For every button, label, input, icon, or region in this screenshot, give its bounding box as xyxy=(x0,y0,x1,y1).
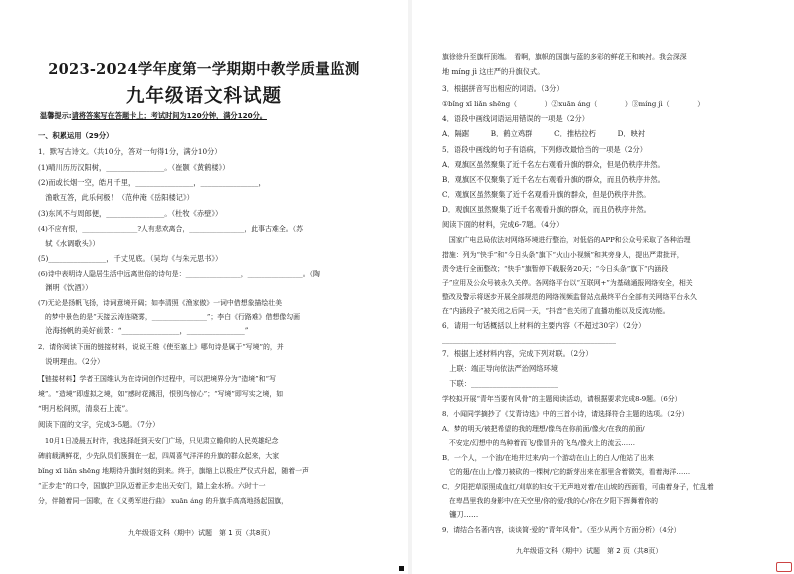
material-line: 在“内涵段子”被关闭之后同一天，“抖音”也关闭了直播功能以及反流功能。 xyxy=(442,307,670,315)
exam-title-subject: 九年级语文科试题 xyxy=(125,86,282,107)
question-line: 8．小闻同学摘抄了《艾青诗选》中的三首小诗，请选择符合主题的选项。（2分） xyxy=(442,410,689,418)
option-c-cont: 在卑昌里我的身影中/在天空里/你的爱/我的心/你在夕阳下挥舞着你的 xyxy=(442,497,659,505)
question-line: (5)________________，千丈见底。（吴均《与朱元思书》） xyxy=(38,254,223,263)
exam-page-2 xyxy=(412,0,794,574)
question-line: (4)不应有恨，________________?人有悲欢离合，________________，此事古难全。（苏 xyxy=(38,225,303,233)
option-c-cont: 镰刀…… xyxy=(442,510,479,519)
option-d: D．观旗区虽然聚集了近千名观看升旗的群众，而且仍秩序井然。 xyxy=(442,205,651,214)
question-line: ①bǐng xī liǎn shēng（ ）②xuān áng（ ）③míng jì（ ） xyxy=(442,100,705,108)
couplet-upper: 上联：端正导向依法严治网络环境 xyxy=(442,364,559,373)
material-line: 子”应用及公众号被永久关停。各网络平台以“互联网+”为基础通报网络安全，相关 xyxy=(442,279,693,287)
watermark-stamp xyxy=(776,562,792,572)
tip-text: 请将答案写在答题卡上；考试时间为120分钟，满分120分。 xyxy=(71,111,267,120)
question-line: 7．根据上述材料内容，完成下列对联。（2分） xyxy=(442,349,593,358)
question-line: 9．请结合名著内容，谈谈简·爱的“青年风骨”。（至少从两个方面分析）（4分） xyxy=(442,526,681,534)
option-c: C．夕阳把草原照成血红/刈草的妇女干无声地对着/在山坡的西面看，可曲着身子，忙乱着 xyxy=(442,483,714,491)
passage-line: bǐng xī liǎn shēng 地期待升旗时刻的到来。终于，旗缩上以极庄严仪式升起，随着一声 xyxy=(38,467,309,475)
question-options: A．隔踞 B．鹤立鸡群 C．推枯拉朽 D．映衬 xyxy=(442,129,646,138)
option-a: A．观旗区虽然聚集了近千名左右观看升旗的群众，但是仍秩序井然。 xyxy=(442,160,665,169)
reading-instruction: 阅读下面的材料，完成6-7题。（4分） xyxy=(442,220,564,229)
exam-title-year: 2023-2024学年度第一学期期中教学质量监测 xyxy=(48,61,360,78)
page-footer: 九年级语文科（期中）试题 第 2 页（共8页） xyxy=(516,547,663,555)
question-line: 说明理由。（2分） xyxy=(38,357,105,366)
section-heading: 一、积累运用（29分） xyxy=(38,131,114,140)
option-a: A．梦的明天/被把希望的我的理想/像鸟在你前面/像火/在我的前面/ xyxy=(442,425,645,433)
material-line: 国家广电总局依法对网络环境进行整治，对低俗的APP和公众号采取了各种治理 xyxy=(442,236,691,244)
option-a-cont: 不安定/幻想中的鸟种着而飞/像冒升的飞鸟/像火上的流云…… xyxy=(442,439,636,447)
reading-instruction: 学校拟开展“青年当要有风骨”的主题阅读活动，请根据要求完成8-9题。（6分） xyxy=(442,395,682,403)
question-line: 5．语段中画线的句子有语病，下列修改最恰当的一项是（2分） xyxy=(442,145,647,154)
link-material: “明月松间照，清泉石上流”。 xyxy=(38,404,133,413)
question-line: (1)晴川历历汉阳树，________________。（崔颢《黄鹤楼》） xyxy=(38,163,230,172)
option-b: B．一个人，一个油/在地井过来/向一个游动在山上的白人/他站了出来 xyxy=(442,454,654,462)
passage-line: 碑前载满鲜花，少先队员们簇拥在一起，四周喜气洋洋的升旗的群众起来，大家 xyxy=(38,452,280,460)
option-b: B．观旗区不仅聚集了近千名左右观看升旗的群众，而且仍秩序井然。 xyxy=(442,175,665,184)
option-c: C．观旗区虽然聚集了近千名观看升旗的群众，但是仍秩序井然。 xyxy=(442,190,651,199)
page-footer: 九年级语文科（期中）试题 第 1 页（共8页） xyxy=(128,529,275,537)
question-line: (6)诗中表明诗人隐居生活中远离世俗的诗句是：________________，________________。（陶 xyxy=(38,270,320,278)
passage-line: 地 míng jì 这庄严的升旗仪式。 xyxy=(442,67,545,76)
question-line: 2．请你阅读下面的链接材料，说说王维《使至塞上》哪句诗是属于“写境”的，并 xyxy=(38,343,284,351)
question-line: 6．请用一句话概括以上材料的主要内容（不超过30字）（2分） xyxy=(442,321,646,330)
passage-line: 旗徐徐升至旗杆顶端。 看啊，旗帜的国旗与蓝的多彩的鲜花王和映衬。我会深深 xyxy=(442,53,687,61)
material-line: 整改及警示将逐步开展全部规范的网络视频监督站点最终平台全部有关网络平台永久 xyxy=(442,293,697,301)
reading-instruction: 阅读下面的文字，完成3-5题。（7分） xyxy=(38,420,160,429)
passage-line: “正步走”的口令，国旗护卫队迈着正步走出天安门，踏上金水桥。六时十一 xyxy=(38,482,266,490)
question-line: 轼《水调歌头》） xyxy=(38,239,100,248)
tip-label: 温馨提示: xyxy=(40,111,72,120)
passage-line: 10月1日凌晨五时许，我选择赶到天安门广场，只见肃立瞻仰的人民英雄纪念 xyxy=(38,437,279,445)
question-line: 渔歌互答，此乐何极！（范仲淹《岳阳楼记》） xyxy=(38,193,194,202)
question-line: (7)无论是扬帆飞扬，诗词意境开阔；如李清照《渔家傲》一词中借想象描绘壮美 xyxy=(38,299,283,307)
question-line: (2)而或长烟一空，皓月千里，________________，________________， xyxy=(38,178,266,187)
exam-tip xyxy=(40,111,267,121)
registration-mark xyxy=(399,566,404,571)
question-line: 的梦中景色的是“天接云涛连晓雾，________________”；李白《行路难》借想像勾画 xyxy=(38,313,300,321)
couplet-lower: 下联：________________________ xyxy=(442,379,559,388)
question-line: 渊明《饮酒》） xyxy=(38,283,93,292)
link-material: 境”。“造境”即虚拟之境，如“感时花溅泪，恨别鸟惊心”；“写境”即写实之境，如 xyxy=(38,390,284,398)
option-b-cont: 它的翅/在山上/像刀被砍的一棵树/它的新芽出来在那里含着微笑，看着海洋…… xyxy=(442,468,691,476)
link-material: 【链接材料】学者王国维认为在诗词创作过程中，可以把境界分为“造境”和“写 xyxy=(38,375,276,383)
question-line: (3)东风不与周郎便，________________。（杜牧《赤壁》） xyxy=(38,209,223,218)
material-line: 责令进行全面整改；“快手”旗暂停下载服务20天；“今日头条”旗下“内涵段 xyxy=(442,265,669,273)
question-line: 沧海扬帆的美好前景：“________________，________________” xyxy=(38,326,249,335)
question-line: 3．根据拼音写出相应的词语。（3分） xyxy=(442,84,564,93)
answer-blank: ________________________________________________ xyxy=(442,335,616,344)
question-line: 4．语段中画线词语运用错误的一项是（2分） xyxy=(442,114,589,123)
passage-line: 分，伴随着同一国歌，在《义勇军进行曲》 xuān áng 的升旗手高高地扬起国旗， xyxy=(38,497,289,505)
material-line: 措施：列为“快手”和“今日头条”旗下“火山小视频”和其旁身人，提出严肃批评， xyxy=(442,251,684,259)
question-line: 1．默写古诗文。（共10分，答对一句得1分，满分10分） xyxy=(38,147,222,156)
